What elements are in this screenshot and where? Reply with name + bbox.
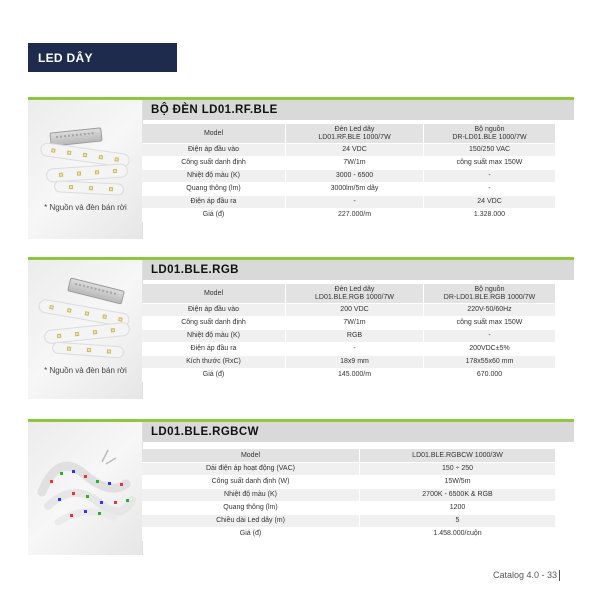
row-label: Nhiệt độ màu (K) bbox=[142, 489, 360, 502]
power-supply-icon bbox=[67, 277, 125, 304]
spec-table-ld01-rf-ble bbox=[142, 124, 556, 222]
cell: công suất max 150W bbox=[424, 317, 556, 330]
note-text: * Nguồn và đèn bán rời bbox=[44, 366, 127, 375]
row-label: Giá (đ) bbox=[142, 369, 286, 382]
header-cell: Model bbox=[142, 284, 286, 304]
product-photo bbox=[28, 260, 143, 399]
row-label: Giá (đ) bbox=[142, 528, 360, 541]
row-label: Quang thông (lm) bbox=[142, 502, 360, 515]
table-row bbox=[142, 502, 556, 515]
product-title: LD01.BLE.RGBCW bbox=[143, 422, 574, 442]
product-title: BỘ ĐÈN LD01.RF.BLE bbox=[143, 100, 574, 120]
header-cell: LD01.BLE.RGBCW 1000/3W bbox=[360, 449, 556, 463]
cell: 227.000/m bbox=[286, 209, 424, 222]
header-cell: Model bbox=[142, 124, 286, 144]
header-cell: Đèn Led dây LD01.RF.BLE 1000/7W bbox=[286, 124, 424, 144]
header-cell: Bộ nguồn DR-LD01.BLE 1000/7W bbox=[424, 124, 556, 144]
table-header-row bbox=[142, 284, 556, 304]
cell: 200VDC±5% bbox=[424, 343, 556, 356]
row-label: Nhiệt độ màu (K) bbox=[142, 170, 286, 183]
row-label: Nhiệt độ màu (K) bbox=[142, 330, 286, 343]
spec-table-ld01-ble-rgbcw bbox=[142, 449, 556, 541]
cell: - bbox=[424, 330, 556, 343]
table-row bbox=[142, 356, 556, 369]
cell: công suất max 150W bbox=[424, 157, 556, 170]
table-row bbox=[142, 343, 556, 356]
cell: 150/250 VAC bbox=[424, 144, 556, 157]
table-row bbox=[142, 476, 556, 489]
table-row bbox=[142, 528, 556, 541]
cell: 220V-50/60Hz bbox=[424, 304, 556, 317]
cell: 3000 - 6500 bbox=[286, 170, 424, 183]
footer-divider bbox=[559, 570, 560, 581]
product-photo bbox=[28, 100, 143, 239]
row-label: Chiều dài Led dây (m) bbox=[142, 515, 360, 528]
cell: 3000lm/5m dây bbox=[286, 183, 424, 196]
cell: - bbox=[286, 196, 424, 209]
product-title: LD01.BLE.RGB bbox=[143, 260, 574, 280]
table-row bbox=[142, 157, 556, 170]
cell: 24 VDC bbox=[286, 144, 424, 157]
cell: 18x9 mm bbox=[286, 356, 424, 369]
rgb-led-strip-icon bbox=[28, 422, 143, 555]
row-label: Công suất danh định bbox=[142, 157, 286, 170]
section-title: LED DÂY bbox=[28, 43, 177, 72]
cell: 145.000/m bbox=[286, 369, 424, 382]
cell: RGB bbox=[286, 330, 424, 343]
cell: 1.458.000/cuộn bbox=[360, 528, 556, 541]
row-label: Dải điện áp hoạt động (VAC) bbox=[142, 463, 360, 476]
product-photo bbox=[28, 422, 143, 555]
row-label: Điện áp đầu ra bbox=[142, 343, 286, 356]
page-footer bbox=[493, 570, 560, 581]
table-row bbox=[142, 369, 556, 382]
cell: 15W/5m bbox=[360, 476, 556, 489]
header-cell: Model bbox=[142, 449, 360, 463]
table-header-row bbox=[142, 449, 556, 463]
cell: 1200 bbox=[360, 502, 556, 515]
table-row bbox=[142, 144, 556, 157]
row-label: Điện áp đầu ra bbox=[142, 196, 286, 209]
cell: 1.328.000 bbox=[424, 209, 556, 222]
table-row bbox=[142, 209, 556, 222]
page-number: Catalog 4.0 - 33 bbox=[492, 570, 557, 580]
spec-table-ld01-ble-rgb bbox=[142, 284, 556, 382]
cell: - bbox=[286, 343, 424, 356]
cell: 24 VDC bbox=[424, 196, 556, 209]
row-label: Công suất danh định (W) bbox=[142, 476, 360, 489]
header-cell: Đèn Led dây LD01.BLE.RGB 1000/7W bbox=[286, 284, 424, 304]
cell: 5 bbox=[360, 515, 556, 528]
table-row bbox=[142, 463, 556, 476]
table-row bbox=[142, 304, 556, 317]
header-cell: Bộ nguồn DR-LD01.BLE.RGB 1000/7W bbox=[424, 284, 556, 304]
row-label: Quang thông (lm) bbox=[142, 183, 286, 196]
row-label: Giá (đ) bbox=[142, 209, 286, 222]
row-label: Kích thước (RxC) bbox=[142, 356, 286, 369]
row-label: Công suất danh định bbox=[142, 317, 286, 330]
cell: 7W/1m bbox=[286, 317, 424, 330]
table-row bbox=[142, 489, 556, 502]
table-row bbox=[142, 330, 556, 343]
note-text: * Nguồn và đèn bán rời bbox=[44, 203, 127, 212]
cell: 150 ÷ 250 bbox=[360, 463, 556, 476]
cell: 178x55x60 mm bbox=[424, 356, 556, 369]
table-row bbox=[142, 515, 556, 528]
cell: 2700K - 6500K & RGB bbox=[360, 489, 556, 502]
table-row bbox=[142, 317, 556, 330]
row-label: Điện áp đầu vào bbox=[142, 304, 286, 317]
cell: - bbox=[424, 170, 556, 183]
table-row bbox=[142, 196, 556, 209]
table-header-row bbox=[142, 124, 556, 144]
table-row bbox=[142, 183, 556, 196]
row-label: Điện áp đầu vào bbox=[142, 144, 286, 157]
table-row bbox=[142, 170, 556, 183]
cell: 7W/1m bbox=[286, 157, 424, 170]
cell: 670.000 bbox=[424, 369, 556, 382]
cell: - bbox=[424, 183, 556, 196]
cell: 200 VDC bbox=[286, 304, 424, 317]
